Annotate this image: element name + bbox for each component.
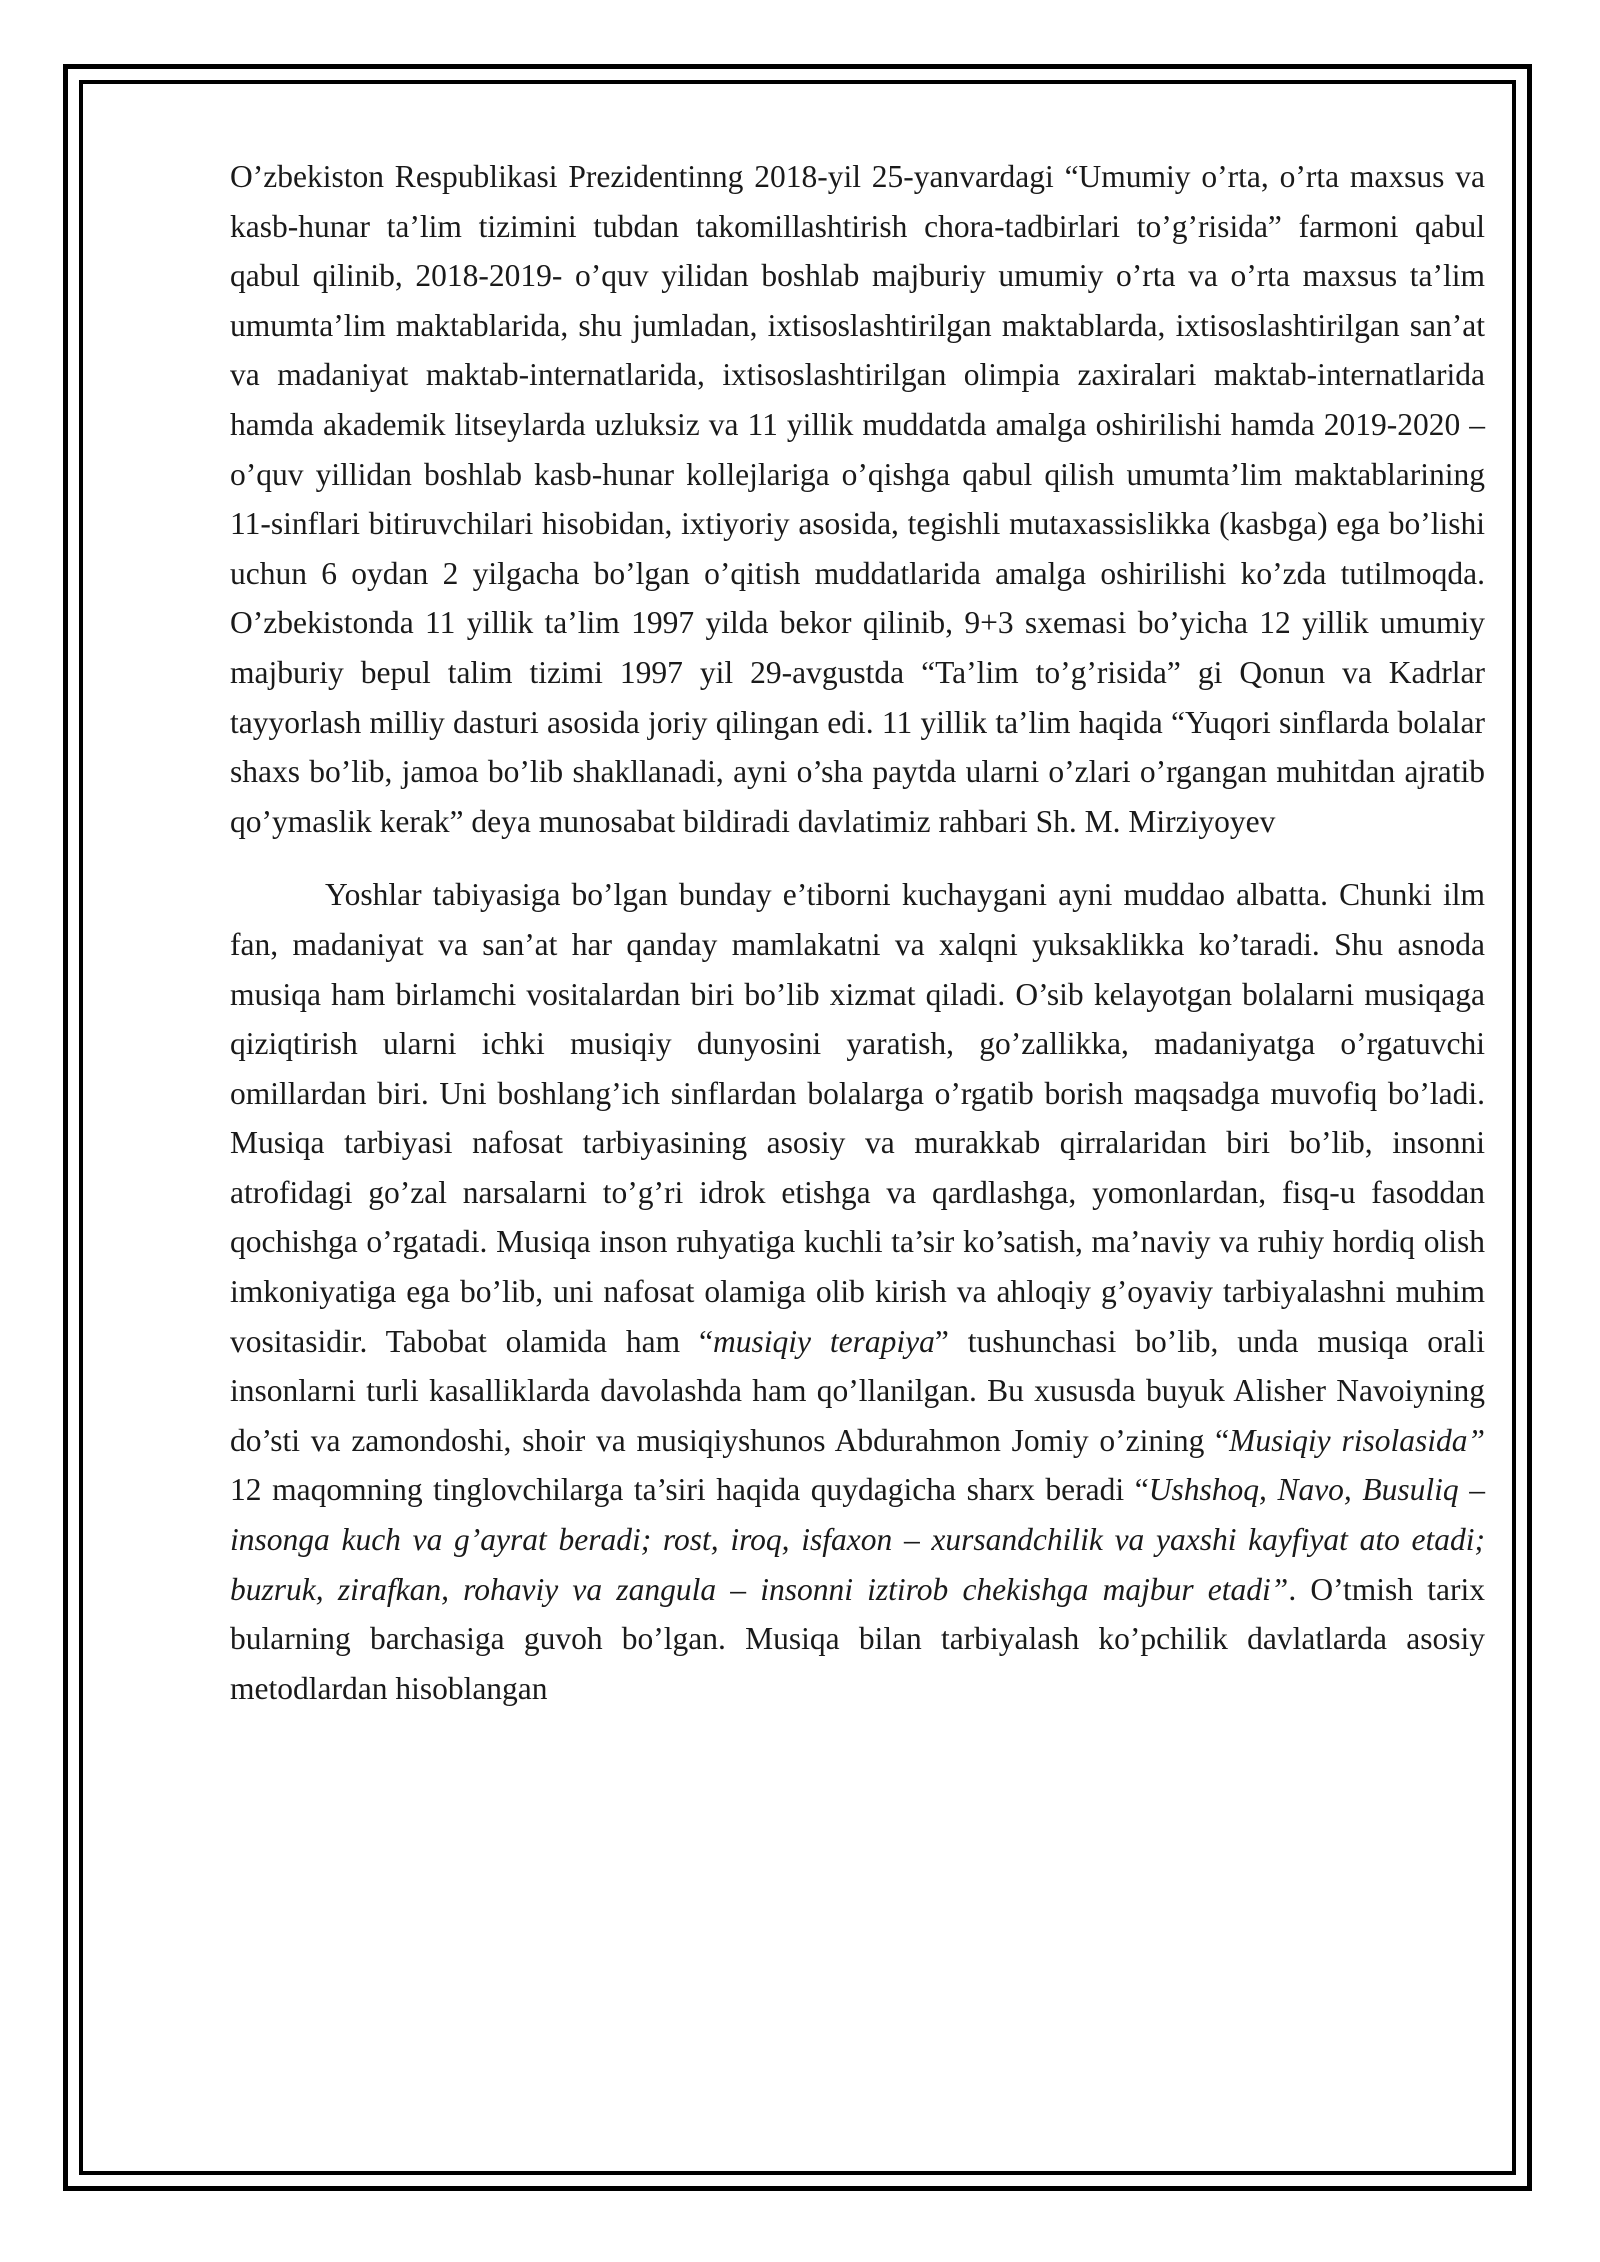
paragraph-2 bbox=[230, 870, 1485, 1713]
text-segment: . O’tmish tarix bularning barchasiga guvoh bo’lgan. Musiqa bilan tarbiyalash ko’pchilik davlatlarda asosiy metodlardan hisoblangan bbox=[230, 1571, 1485, 1706]
italic-title-musiqiy-risola: Musiqiy risolasida” bbox=[1229, 1422, 1485, 1458]
italic-quote-maqoms: Ushshoq, Navo, Busuliq – insonga kuch va g’ayrat beradi; rost, iroq, isfaxon – xursandchilik va yaxshi kayfiyat ato etadi; buzruk, zirafkan, rohaviy va zangula – insonni iztirob chekishga majbur etadi” bbox=[230, 1472, 1486, 1607]
italic-term-musiqiy-terapiya: musiqiy terapiya bbox=[713, 1323, 935, 1359]
text-segment: O’zbekiston Respublikasi Prezidentinng 2018-yil 25-yanvardagi “Umumiy o’rta, o’rta maxsus va kasb-hunar ta’lim tizimini tubdan takomillashtirish chora-tadbirlari to’g’risida” farmoni qabul qabul qilinib, 2018-2019- o’quv yilidan boshlab majburiy umumiy o’rta va o’rta maxsus ta’lim umumta’lim maktablarida, shu jumladan, ixtisoslashtirilgan maktablarda, ixtisoslashtirilgan san’at va madaniyat maktab-internatlarida, ixtisoslashtirilgan olimpia zaxiralari maktab-internatlarida hamda akademik litseylarda uzluksiz va 11 yillik muddatda amalga oshirilishi hamda 2019-2020 – o’quv yillidan boshlab kasb-hunar kollejlariga o’qishga qabul qilish umumta’lim maktablarining 11-sinflari bitiruvchilari hisobidan, ixtiyoriy asosida, tegishli mutaxassislikka (kasbga) ega bo’lishi uchun 6 oydan 2 yilgacha bo’lgan o’qitish muddatlarida amalga oshirilishi ko’zda tutilmoqda. O’zbekistonda 11 yillik ta’lim 1997 yilda bekor qilinib, 9+3 sxemasi bo’yicha 12 yillik umumiy majburiy bepul talim tizimi 1997 yil 29-avgustda “Ta’lim to’g’risida” gi Qonun va Kadrlar tayyorlash milliy dasturi asosida joriy qilingan edi. 11 yillik ta’lim haqida “Yuqori sinflarda bolalar shaxs bo’lib, jamoa bo’lib shakllanadi, ayni o’sha paytda ularni o’zlari o’rgangan muhitdan ajratib qo’ymaslik kerak” deya munosabat bildiradi davlatimiz rahbari Sh. M. Mirziyoyev bbox=[230, 159, 1485, 839]
paragraph-1 bbox=[230, 152, 1485, 846]
text-segment: Yoshlar tabiyasiga bo’lgan bunday e’tiborni kuchaygani ayni muddao albatta. Chunki ilm fan, madaniyat va san’at har qanday mamlakatni va xalqni yuksaklikka ko’taradi. Shu asnoda musiqa ham birlamchi vositalardan biri bo’lib xizmat qiladi. O’sib kelayotgan bolalarni musiqaga qiziqtirish ularni ichki musiqiy dunyosini yaratish, go’zallikka, madaniyatga o’rgatuvchi omillardan biri. Uni boshlang’ich sinflardan bolalarga o’rgatib borish maqsadga muvofiq bo’ladi. Musiqa tarbiyasi nafosat tarbiyasining asosiy va murakkab qirralaridan biri bo’lib, insonni atrofidagi go’zal narsalarni to’g’ri idrok etishga va qardlashga, yomonlardan, fisq-u fasoddan qochishga o’rgatadi. Musiqa inson ruhyatiga kuchli ta’sir ko’satish, ma’naviy va ruhiy hordiq olish imkoniyatiga ega bo’lib, uni nafosat olamiga olib kirish va ahloqiy g’oyaviy tarbiyalashni muhim vositasidir. Tabobat olamida ham “ bbox=[230, 877, 1485, 1359]
text-segment: 12 maqomning tinglovchilarga ta’siri haqida quydagicha sharx beradi “ bbox=[230, 1472, 1149, 1508]
document-body bbox=[230, 152, 1485, 1713]
text-segment: ” tushunchasi bo’lib, unda musiqa orali insonlarni turli kasalliklarda davolashda ham qo’llanilgan. Bu xususda buyuk Alisher Navoiyning do’sti va zamondoshi, shoir va musiqiyshunos Abdurahmon Jomiy o’zining “ bbox=[230, 1323, 1485, 1458]
